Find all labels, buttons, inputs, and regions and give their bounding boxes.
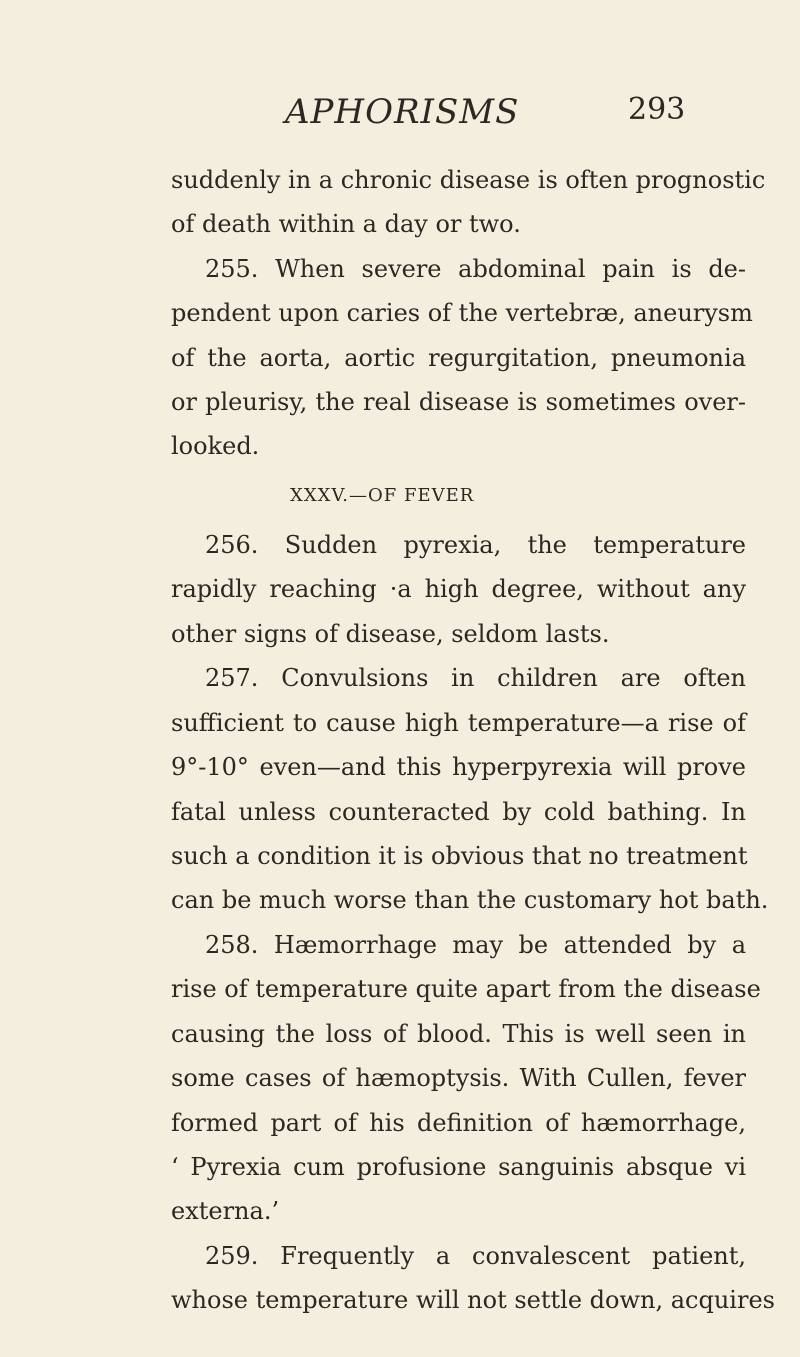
text-line: 255. When severe abdominal pain is de-	[205, 255, 746, 283]
text-line: 258. Hæmorrhage may be attended by a	[205, 931, 746, 959]
text-line: rapidly reaching ·a high degree, without any	[171, 575, 746, 603]
text-line: whose temperature will not settle down, acquires	[171, 1286, 775, 1314]
running-head: APHORISMS	[285, 92, 520, 132]
section-heading: XXXV.—OF FEVER	[290, 485, 475, 506]
text-line: suddenly in a chronic disease is often prognostic	[171, 166, 766, 194]
text-line: ‘ Pyrexia cum profusione sanguinis absque vi	[171, 1153, 746, 1181]
text-line: 9°-10° even—and this hyperpyrexia will prove	[171, 753, 746, 781]
text-line: other signs of disease, seldom lasts.	[171, 620, 610, 648]
text-line: of death within a day or two.	[171, 210, 521, 238]
text-line: 259. Frequently a convalescent patient,	[205, 1242, 746, 1270]
text-line: of the aorta, aortic regurgitation, pneumonia	[171, 344, 746, 372]
text-line: some cases of hæmoptysis. With Cullen, fever	[171, 1064, 746, 1092]
text-line: looked.	[171, 432, 260, 460]
text-line: sufficient to cause high temperature—a rise of	[171, 709, 746, 737]
text-line: causing the loss of blood. This is well seen in	[171, 1020, 746, 1048]
text-line: formed part of his definition of hæmorrhage,	[171, 1109, 746, 1137]
text-line: 256. Sudden pyrexia, the temperature	[205, 531, 746, 559]
text-line: rise of temperature quite apart from the disease	[171, 975, 761, 1003]
text-line: such a condition it is obvious that no treatment	[171, 842, 748, 870]
text-line: 257. Convulsions in children are often	[205, 664, 746, 692]
text-line: or pleurisy, the real disease is sometimes over-	[171, 388, 746, 416]
text-line: fatal unless counteracted by cold bathing. In	[171, 798, 746, 826]
text-line: externa.’	[171, 1197, 280, 1225]
text-line: pendent upon caries of the vertebræ, aneurysm	[171, 299, 753, 327]
text-line: can be much worse than the customary hot bath.	[171, 886, 769, 914]
page-number: 293	[628, 92, 686, 127]
